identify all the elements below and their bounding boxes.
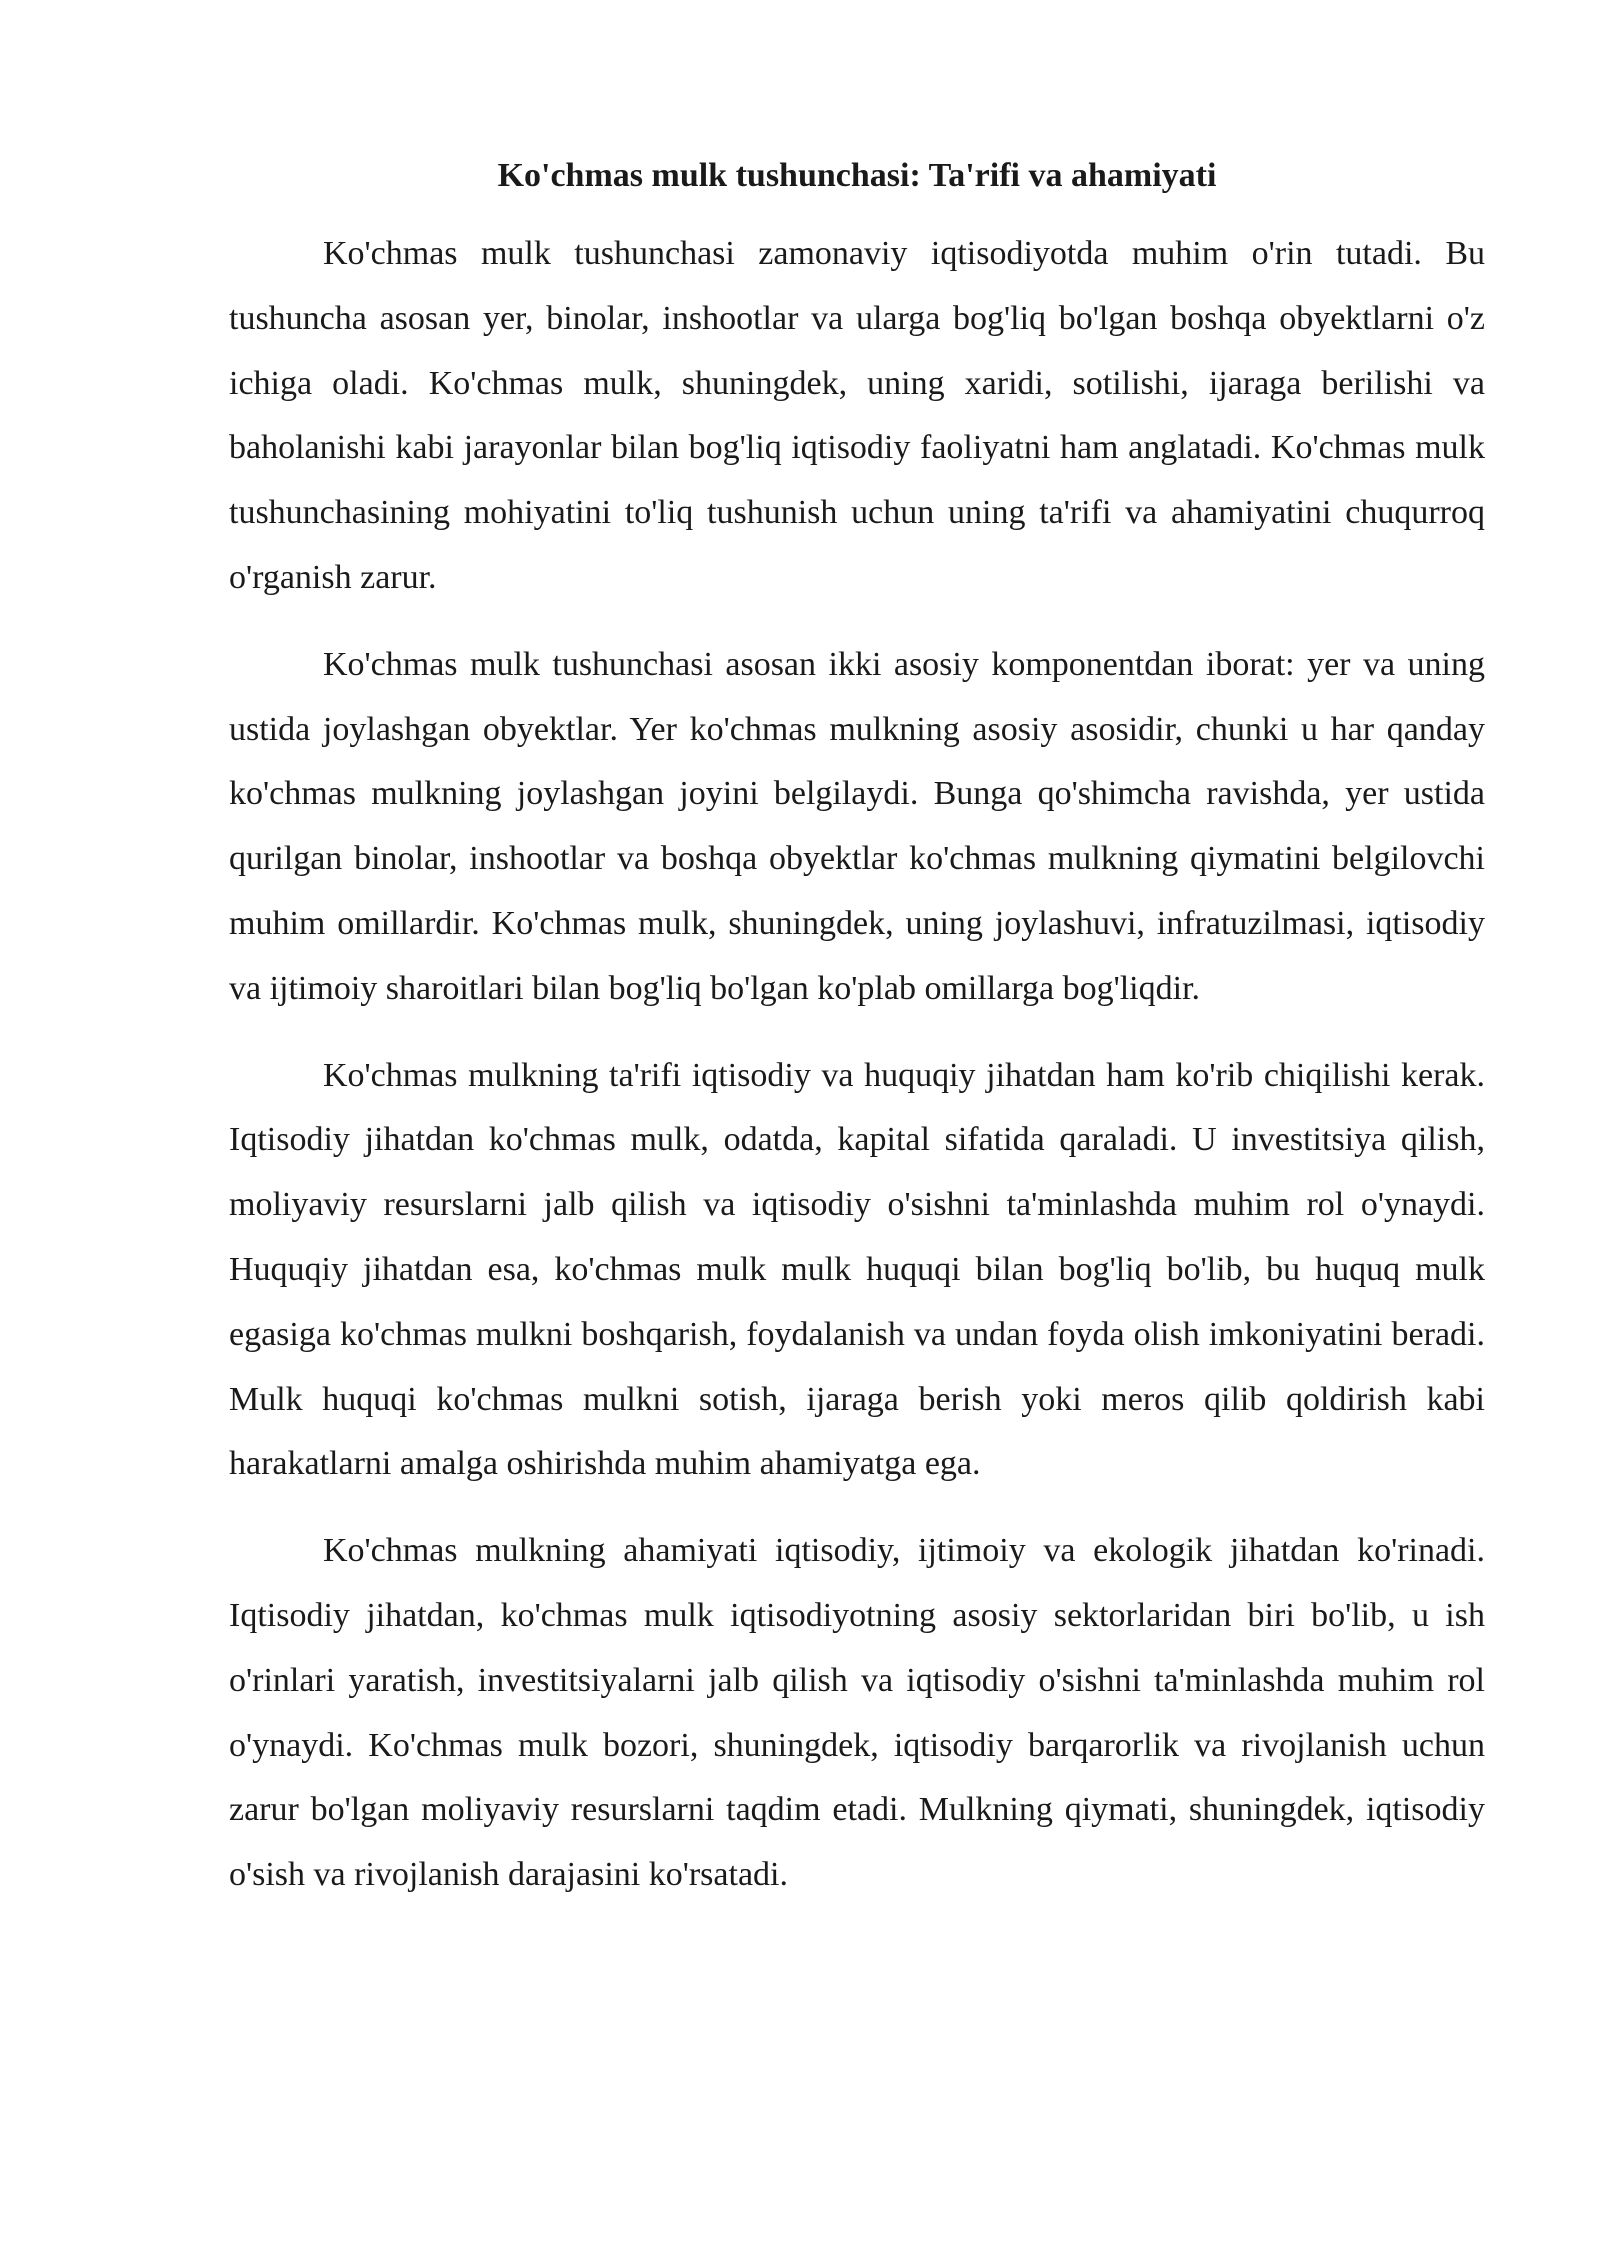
paragraph-1: Ko'chmas mulk tushunchasi zamonaviy iqtisodiyotda muhim o'rin tutadi. Bu tushuncha asosan yer, binolar, inshootlar va ularga bog'liq bo'lgan boshqa obyektlarni o'z ichiga oladi. Ko'chmas mulk, shuningdek, uning xaridi, sotilishi, ijaraga berilishi va baholanishi kabi jarayonlar bilan bog'liq iqtisodiy faoliyatni ham anglatadi. Ko'chmas mulk tushunchasining mohiyatini to'liq tushunish uchun uning ta'rifi va ahamiyatini chuqurroq o'rganish zarur. bbox=[229, 235, 1485, 596]
paragraph-4: Ko'chmas mulkning ahamiyati iqtisodiy, ijtimoiy va ekologik jihatdan ko'rinadi. Iqtisodiy jihatdan, ko'chmas mulk iqtisodiyotning asosiy sektorlaridan biri bo'lib, u ish o'rinlari yaratish, investitsiyalarni jalb qilish va iqtisodiy o'sishni ta'minlashda muhim rol o'ynaydi. Ko'chmas mulk bozori, shuningdek, iqtisodiy barqarorlik va rivojlanish uchun zarur bo'lgan moliyaviy resurslarni taqdim etadi. Mulkning qiymati, shuningdek, iqtisodiy o'sish va rivojlanish darajasini ko'rsatadi. bbox=[229, 1532, 1485, 1894]
document-title: Ko'chmas mulk tushunchasi: Ta'rifi va ahamiyati bbox=[497, 157, 1217, 194]
document-body bbox=[229, 150, 1485, 1930]
paragraph-2: Ko'chmas mulk tushunchasi asosan ikki asosiy komponentdan iborat: yer va uning ustida joylashgan obyektlar. Yer ko'chmas mulkning asosiy asosidir, chunki u har qanday ko'chmas mulkning joylashgan joyini belgilaydi. Bunga qo'shimcha ravishda, yer ustida qurilgan binolar, inshootlar va boshqa obyektlar ko'chmas mulkning qiymatini belgilovchi muhim omillardir. Ko'chmas mulk, shuningdek, uning joylashuvi, infratuzilmasi, iqtisodiy va ijtimoiy sharoitlari bilan bog'liq bo'lgan ko'plab omillarga bog'liqdir. bbox=[229, 645, 1485, 1007]
paragraph-3: Ko'chmas mulkning ta'rifi iqtisodiy va huquqiy jihatdan ham ko'rib chiqilishi kerak. Iqtisodiy jihatdan ko'chmas mulk, odatda, kapital sifatida qaraladi. U investitsiya qilish, moliyaviy resurslarni jalb qilish va iqtisodiy o'sishni ta'minlashda muhim rol o'ynaydi. Huquqiy jihatdan esa, ko'chmas mulk mulk huquqi bilan bog'liq bo'lib, bu huquq mulk egasiga ko'chmas mulkni boshqarish, foydalanish va undan foyda olish imkoniyatini beradi. Mulk huquqi ko'chmas mulkni sotish, ijaraga berish yoki meros qilib qoldirish kabi harakatlarni amalga oshirishda muhim ahamiyatga ega. bbox=[229, 1056, 1485, 1483]
